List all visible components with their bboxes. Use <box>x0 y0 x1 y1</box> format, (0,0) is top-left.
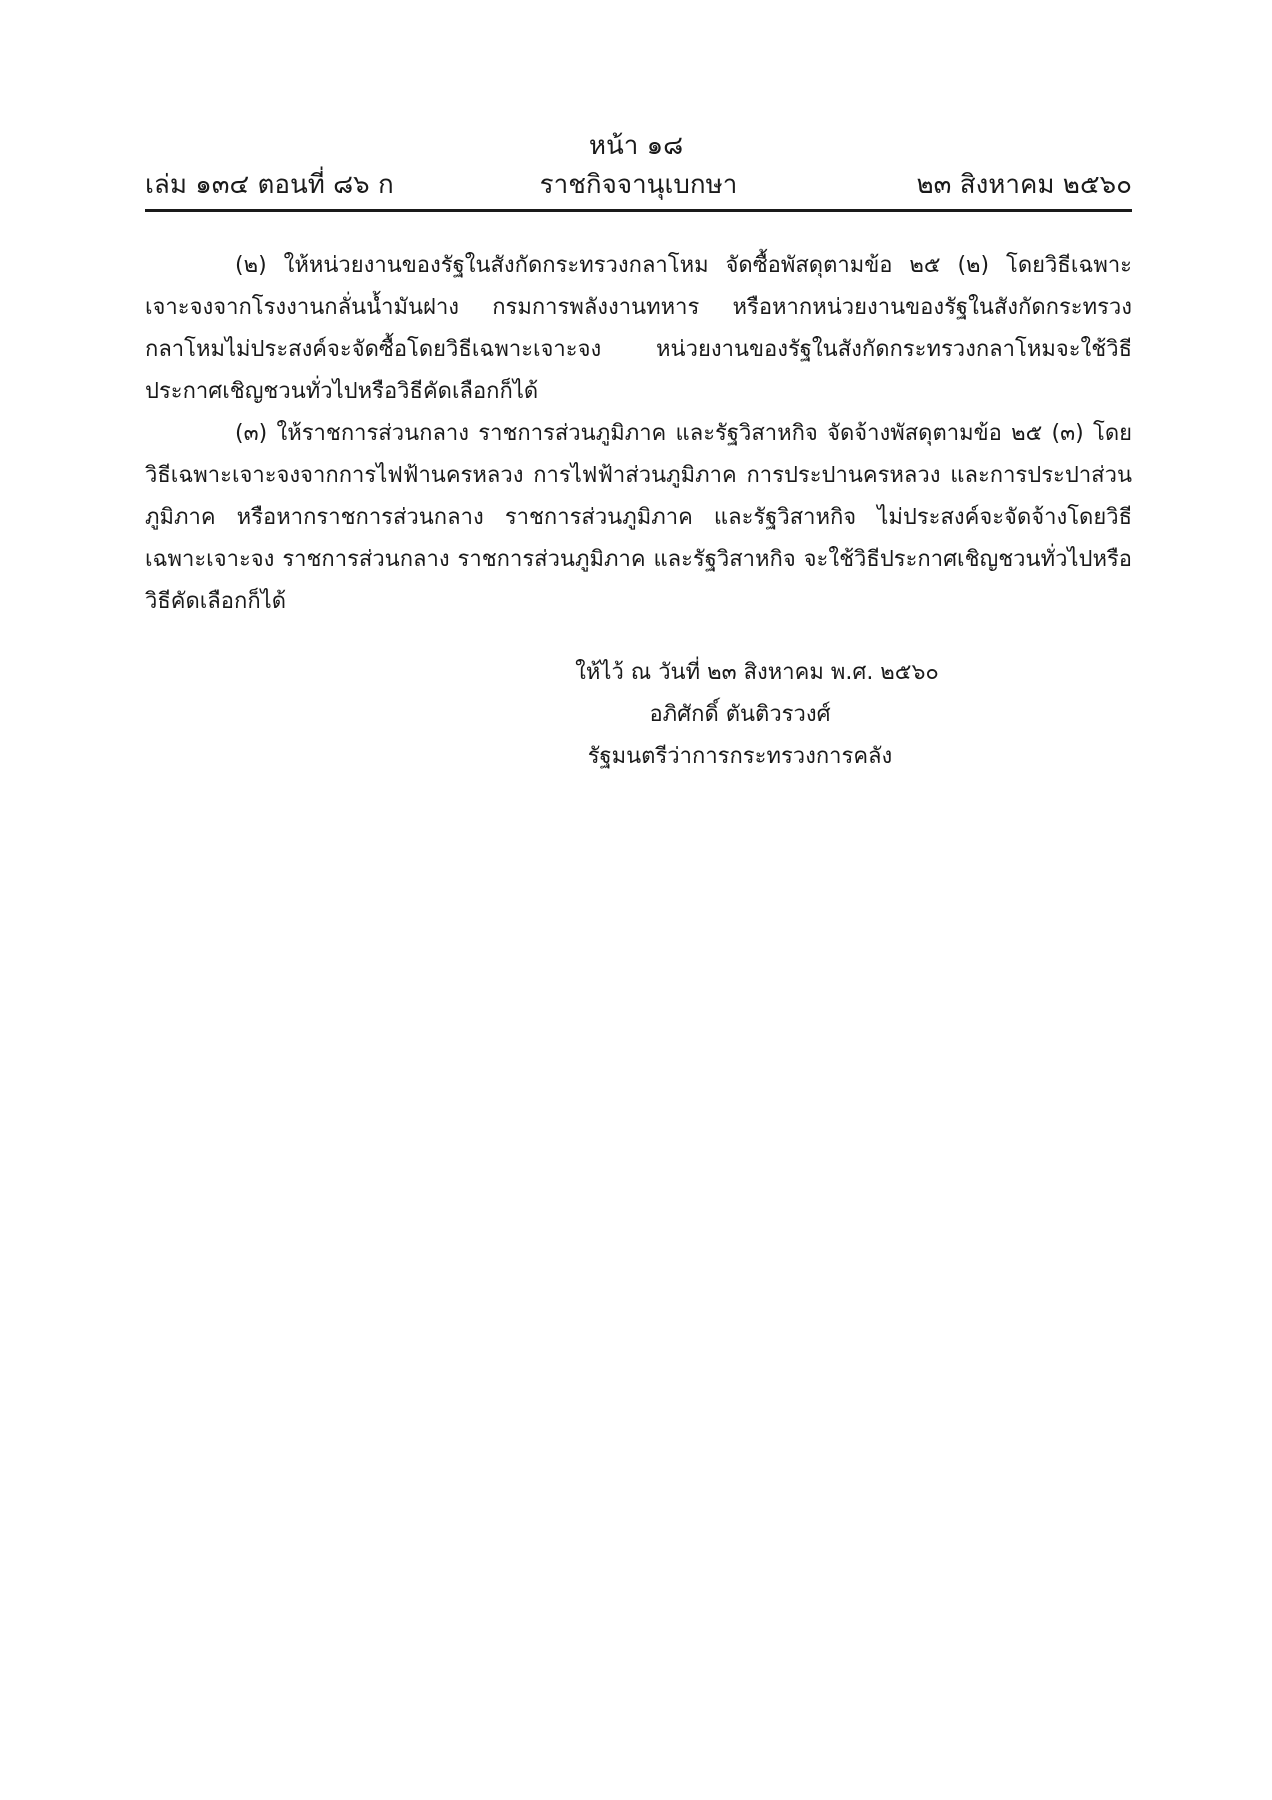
signature-block <box>500 652 980 778</box>
paragraph-clause-2: (๒) ให้หน่วยงานของรัฐในสังกัดกระทรวงกลาโหม จัดซื้อพัสดุตามข้อ ๒๕ (๒) โดยวิธีเฉพาะเจาะจงจากโรงงานกลั่นน้ำมันฝาง กรมการพลังงานทหาร หรือหากหน่วยงานของรัฐในสังกัดกระทรวงกลาโหมไม่ประสงค์จะจัดซื้อโดยวิธีเฉพาะเจาะจง หน่วยงานของรัฐในสังกัดกระทรวงกลาโหมจะใช้วิธีประกาศเชิญชวนทั่วไปหรือวิธีคัดเลือกก็ได้ <box>145 253 1132 404</box>
given-on-date: ให้ไว้ ณ วันที่ ๒๓ สิงหาคม พ.ศ. ๒๕๖๐ <box>575 660 939 685</box>
header-date: ๒๓ สิงหาคม ๒๕๖๐ <box>916 170 1132 200</box>
document-body <box>145 245 1132 623</box>
volume-issue: เล่ม ๑๓๔ ตอนที่ ๘๖ ก <box>145 170 394 200</box>
signatory-name: อภิศักดิ์ ตันติวรวงศ์ <box>649 702 831 727</box>
paragraph-clause-3: (๓) ให้ราชการส่วนกลาง ราชการส่วนภูมิภาค และรัฐวิสาหกิจ จัดจ้างพัสดุตามข้อ ๒๕ (๓) โดยวิธีเฉพาะเจาะจงจากการไฟฟ้านครหลวง การไฟฟ้าส่วนภูมิภาค การประปานครหลวง และการประปาส่วนภูมิภาค หรือหากราชการส่วนกลาง ราชการส่วนภูมิภาค และรัฐวิสาหกิจ ไม่ประสงค์จะจัดจ้างโดยวิธีเฉพาะเจาะจง ราชการส่วนกลาง ราชการส่วนภูมิภาค และรัฐวิสาหกิจ จะใช้วิธีประกาศเชิญชวนทั่วไปหรือวิธีคัดเลือกก็ได้ <box>145 421 1132 614</box>
publication-name: ราชกิจจานุเบกษา <box>539 170 738 200</box>
signatory-title: รัฐมนตรีว่าการกระทรวงการคลัง <box>587 744 893 769</box>
gazette-header <box>145 167 1132 203</box>
header-divider <box>145 209 1132 212</box>
page-number: หน้า ๑๘ <box>588 131 684 161</box>
